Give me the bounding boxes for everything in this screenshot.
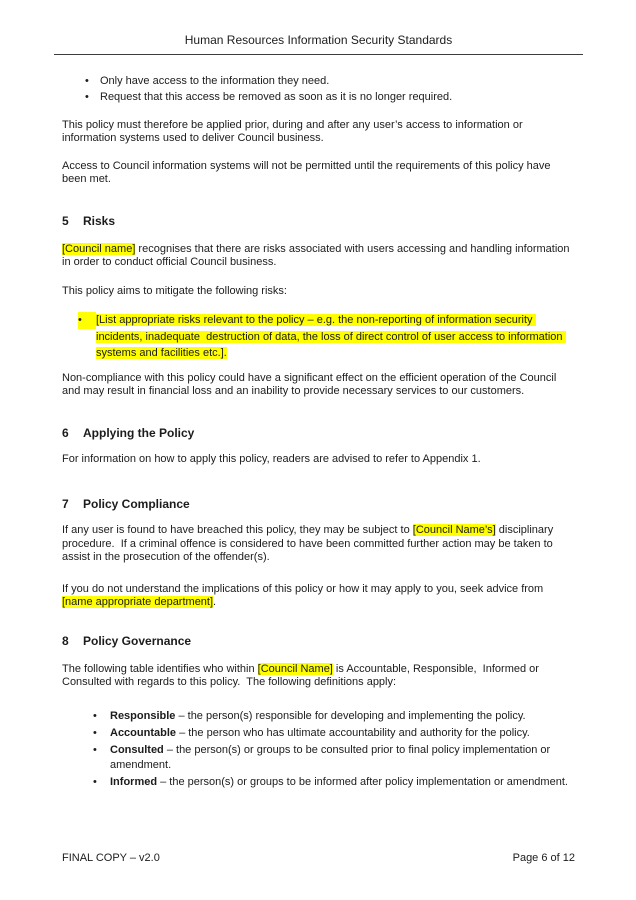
section-title: Applying the Policy [83, 425, 195, 440]
compliance-paragraph [62, 524, 576, 565]
section-title: Policy Governance [83, 633, 192, 648]
definition-text [110, 775, 576, 790]
section-5-heading [62, 214, 576, 228]
council-name-placeholder: [Council Name] [257, 662, 333, 675]
risks-aim-paragraph: This policy aims to mitigate the following risks: [62, 284, 287, 297]
version-label: FINAL COPY – v2.0 [62, 852, 160, 864]
definition-term: Consulted [110, 743, 164, 756]
section-title: Risks [83, 213, 116, 228]
council-name-placeholder: [Council Name’s] [412, 524, 496, 536]
page-footer [62, 852, 575, 865]
definition-item [62, 726, 576, 741]
bullet-icon [85, 91, 100, 105]
definition-description: – the person(s) responsible for developing and implementing the policy. [175, 709, 526, 722]
applying-policy-paragraph: For information on how to apply this policy, readers are advised to refer to Appendix 1. [62, 452, 481, 465]
paragraph-text: disciplinary procedure. If a criminal offence is considered to have been committed further action may be taken to assist in the prosecution of the offender(s). [62, 524, 557, 563]
definition-term: Accountable [110, 726, 177, 739]
definition-term: Informed [110, 775, 158, 788]
bullet-icon [93, 709, 110, 724]
intro-paragraph: Access to Council information systems will not be permitted until the requirements of this policy have been met. [62, 159, 554, 185]
page-number: Page 6 of 12 [512, 852, 575, 864]
section-8-heading [62, 634, 576, 648]
bullet-icon [93, 743, 110, 773]
risk-list-item [62, 312, 576, 362]
definition-term: Responsible [110, 709, 176, 722]
paragraph-text: The following table identifies who within [62, 662, 258, 675]
section-title: Policy Compliance [83, 497, 190, 511]
definition-text [110, 743, 576, 773]
section-number: 6 [62, 425, 69, 440]
section-6-heading [62, 426, 576, 440]
section-number: 5 [62, 213, 69, 228]
document-title: Human Resources Information Security Standards [184, 33, 453, 47]
bullet-text: Request that this access be removed as soon as it is no longer required. [100, 91, 453, 103]
definitions-list [62, 709, 576, 790]
definition-description: – the person(s) or groups to be consulted prior to final policy implementation or amendment. [110, 743, 554, 771]
bullet-text: Only have access to the information they need. [100, 75, 330, 87]
council-name-placeholder: [Council name] [62, 242, 136, 255]
definition-item [62, 775, 576, 790]
definition-description: – the person who has ultimate accountability and authority for the policy. [176, 726, 530, 739]
section-number: 8 [62, 633, 69, 648]
bullet-text [96, 312, 576, 362]
document-header [54, 0, 583, 55]
seek-advice-paragraph [62, 583, 576, 610]
bullet-icon [93, 726, 110, 741]
section-7-heading [62, 497, 576, 511]
document-body [62, 75, 576, 790]
paragraph-text: recognises that there are risks associated with users accessing and handling information in order to conduct official Council business. [62, 242, 573, 268]
paragraph-text: . [213, 596, 217, 608]
paragraph-text: is Accountable, Responsible, Informed or Consulted with regards to this policy. The following definitions apply: [62, 662, 542, 688]
definition-text [110, 709, 576, 724]
non-compliance-paragraph: Non-compliance with this policy could have a significant effect on the efficient operation of the Council and may result in financial loss and an inability to provide necessary services to our customers. [62, 371, 560, 397]
paragraph-text: If any user is found to have breached this policy, they may be subject to [62, 524, 413, 536]
list-item [62, 91, 576, 105]
department-placeholder: [name appropriate department] [62, 596, 214, 608]
definition-description: – the person(s) or groups to be informed after policy implementation or amendment. [157, 775, 568, 788]
paragraph-text: If you do not understand the implications of this policy or how it may apply to you, seek advice from [62, 582, 547, 595]
definition-text [110, 726, 576, 741]
bullet-icon [78, 312, 96, 329]
definition-item [62, 709, 576, 724]
bullet-icon [85, 75, 100, 89]
section-number: 7 [62, 497, 69, 511]
list-item [62, 75, 576, 89]
intro-bullet-list [62, 75, 576, 105]
risk-list-placeholder: [List appropriate risks relevant to the policy – e.g. the non-reporting of information security incidents, inadequate destruction of data, the loss of direct control of user access to information systems and facilities etc.]. [96, 314, 566, 359]
bullet-icon [93, 775, 110, 790]
governance-paragraph [62, 663, 576, 690]
risks-paragraph [62, 243, 576, 270]
definition-item [62, 743, 576, 773]
intro-paragraph: This policy must therefore be applied prior, during and after any user’s access to information or information systems used to deliver Council business. [62, 118, 526, 144]
